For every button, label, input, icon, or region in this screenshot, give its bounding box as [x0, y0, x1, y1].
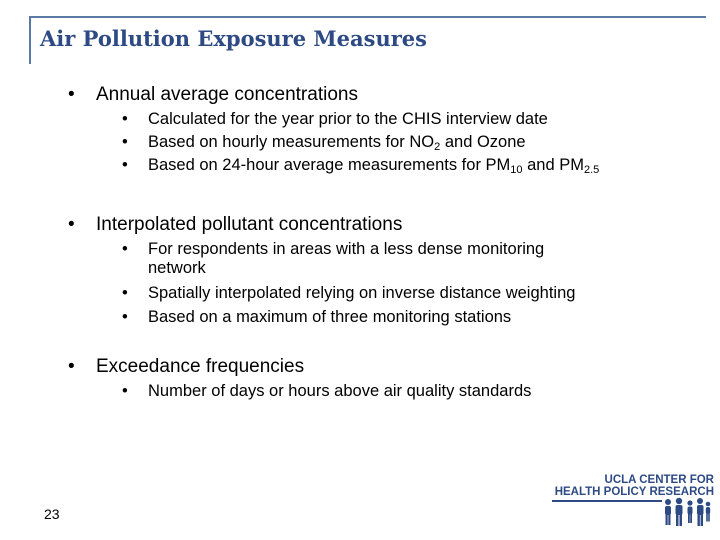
sub-bullet-text: Spatially interpolated relying on inverse distance weighting — [148, 284, 576, 302]
sub-bullet-text: For respondents in areas with a less dense monitoring network — [148, 240, 545, 277]
sub-bullet-text: Calculated for the year prior to the CHIS interview date — [148, 110, 548, 128]
bullet-dot: • — [122, 110, 128, 128]
people-figures-icon — [662, 496, 712, 528]
logo-line-2: HEALTH POLICY RESEARCH — [554, 486, 714, 498]
bullet-dot: • — [68, 84, 75, 105]
bullet-text: Interpolated pollutant concentrations — [96, 214, 403, 235]
sub-bullet-text: Based on 24-hour average measurements for $PM_{10}$ and $PM_{2.5}$ — [148, 156, 600, 176]
title-frame-left-rule — [29, 16, 31, 64]
bullet-dot: • — [122, 156, 128, 174]
bullet-dot: • — [68, 214, 75, 235]
bullet-dot: • — [122, 133, 128, 151]
bullet-dot: • — [122, 240, 128, 258]
bullet-dot: • — [122, 382, 128, 400]
bullet-dot: • — [122, 308, 128, 326]
sub-bullet-text: Based on hourly measurements for $NO_2$ and Ozone — [148, 133, 526, 153]
ucla-chpr-logo — [550, 468, 720, 530]
bullet-dot: • — [68, 356, 75, 377]
sub-bullet-text: Based on a maximum of three monitoring stations — [148, 308, 512, 326]
title-frame-top-rule — [29, 16, 706, 18]
bullet-dot: • — [122, 284, 128, 302]
slide-title: Air Pollution Exposure Measures — [40, 26, 427, 51]
sub-bullet-text: Number of days or hours above air quality standards — [148, 382, 532, 400]
logo-line-1: UCLA CENTER FOR — [604, 474, 714, 486]
bullet-text: Exceedance frequencies — [96, 356, 305, 377]
page-number: 23 — [44, 506, 60, 522]
bullet-text: Annual average concentrations — [96, 84, 358, 105]
logo-rule — [552, 500, 662, 502]
